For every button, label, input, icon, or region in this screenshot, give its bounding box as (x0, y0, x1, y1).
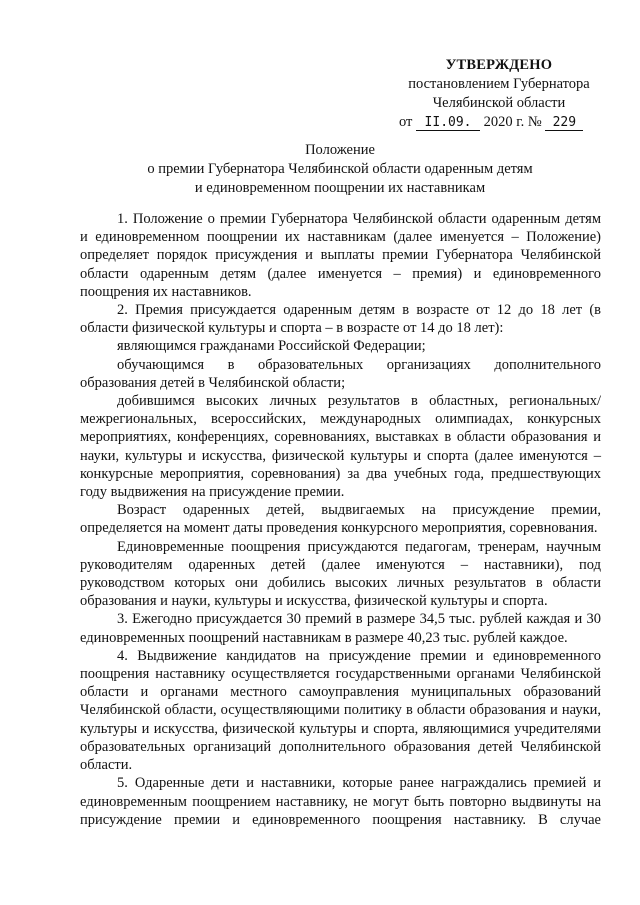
paragraph-students: обучающимся в образовательных организациях дополнительного образования детей в Челябинской области; (80, 356, 601, 391)
paragraph-age: Возраст одаренных детей, выдвигаемых на присуждение премии, определяется на момент даты проведения конкурсного мероприятия, соревнования. (80, 502, 601, 537)
paragraph-mentors: Единовременные поощрения присуждаются педагогам, тренерам, научным руководителям одаренных детей (далее именуются – наставники), под руководством которых они добились высоких личных результатов в области образования и науки, культуры и искусства, физической культуры и спорта. (80, 538, 601, 610)
paragraph-citizens: являющимся гражданами Российской Федерации; (117, 338, 426, 355)
paragraph-5: 5. Одаренные дети и наставники, которые ранее награждались премией и единовременным поощрением наставнику, не могут быть повторно выдвинуты на присуждение премии и единовременного поощрения наставнику. В случае (80, 775, 601, 828)
approval-line-region: Челябинской области (432, 95, 566, 111)
title-line-3: и единовременном поощрении их наставникам (194, 180, 486, 196)
date-prefix: от (399, 114, 413, 130)
paragraph-4: 4. Выдвижение кандидатов на присуждение премии и единовременного поощрения наставнику осуществляется государственными органами Челябинской области и органами местного самоуправления муниципальных образований Челябинской области, осуществляющими политику в области образования и науки, культуры и искусства, физической культуры и спорта, являющимися учредителями образовательных организаций дополнительного образования детей Челябинской области. (80, 647, 601, 774)
paragraph-achievements: добившимся высоких личных результатов в областных, региональных/межрегиональных, всероссийских, международных олимпиадах, конкурсных мероприятиях, конференциях, соревнованиях, выставках в области образования и науки, культуры и искусства, физической культуры и спорта (далее именуются – конкурсные мероприятия, соревнования) за два учебных года, предшествующих году выдвижения на присуждение премии. (80, 393, 601, 501)
approval-line-decree: постановлением Губернатора (408, 76, 590, 92)
paragraph-3: 3. Ежегодно присуждается 30 премий в размере 34,5 тыс. рублей каждая и 30 единовременных поощрений наставникам в размере 40,23 тыс. рублей каждое. (80, 611, 601, 646)
approval-date-line (397, 113, 601, 132)
title-line-2: о премии Губернатора Челябинской области одаренным детям (147, 161, 533, 177)
paragraph-1: 1. Положение о премии Губернатора Челябинской области одаренным детям и единовременном поощрении их наставникам (далее именуется – Положение) определяет порядок присуждения и выплаты премии Губернатора Челябинской области одаренным детям (далее именуется – премия) и единовременного поощрения их наставников. (80, 211, 601, 300)
document-title (80, 141, 600, 198)
approved-heading: УТВЕРЖДЕНО (445, 57, 553, 73)
document-body (80, 210, 601, 829)
approval-stamp (397, 56, 601, 132)
year-text: 2020 г. № (483, 114, 542, 130)
title-line-1: Положение (305, 142, 375, 158)
date-value: II.09. (416, 115, 480, 131)
paragraph-2: 2. Премия присуждается одаренным детям в возрасте от 12 до 18 лет (в области физической культуры и спорта – в возрасте от 14 до 18 лет): (80, 302, 601, 337)
decree-number: 229 (545, 115, 583, 131)
